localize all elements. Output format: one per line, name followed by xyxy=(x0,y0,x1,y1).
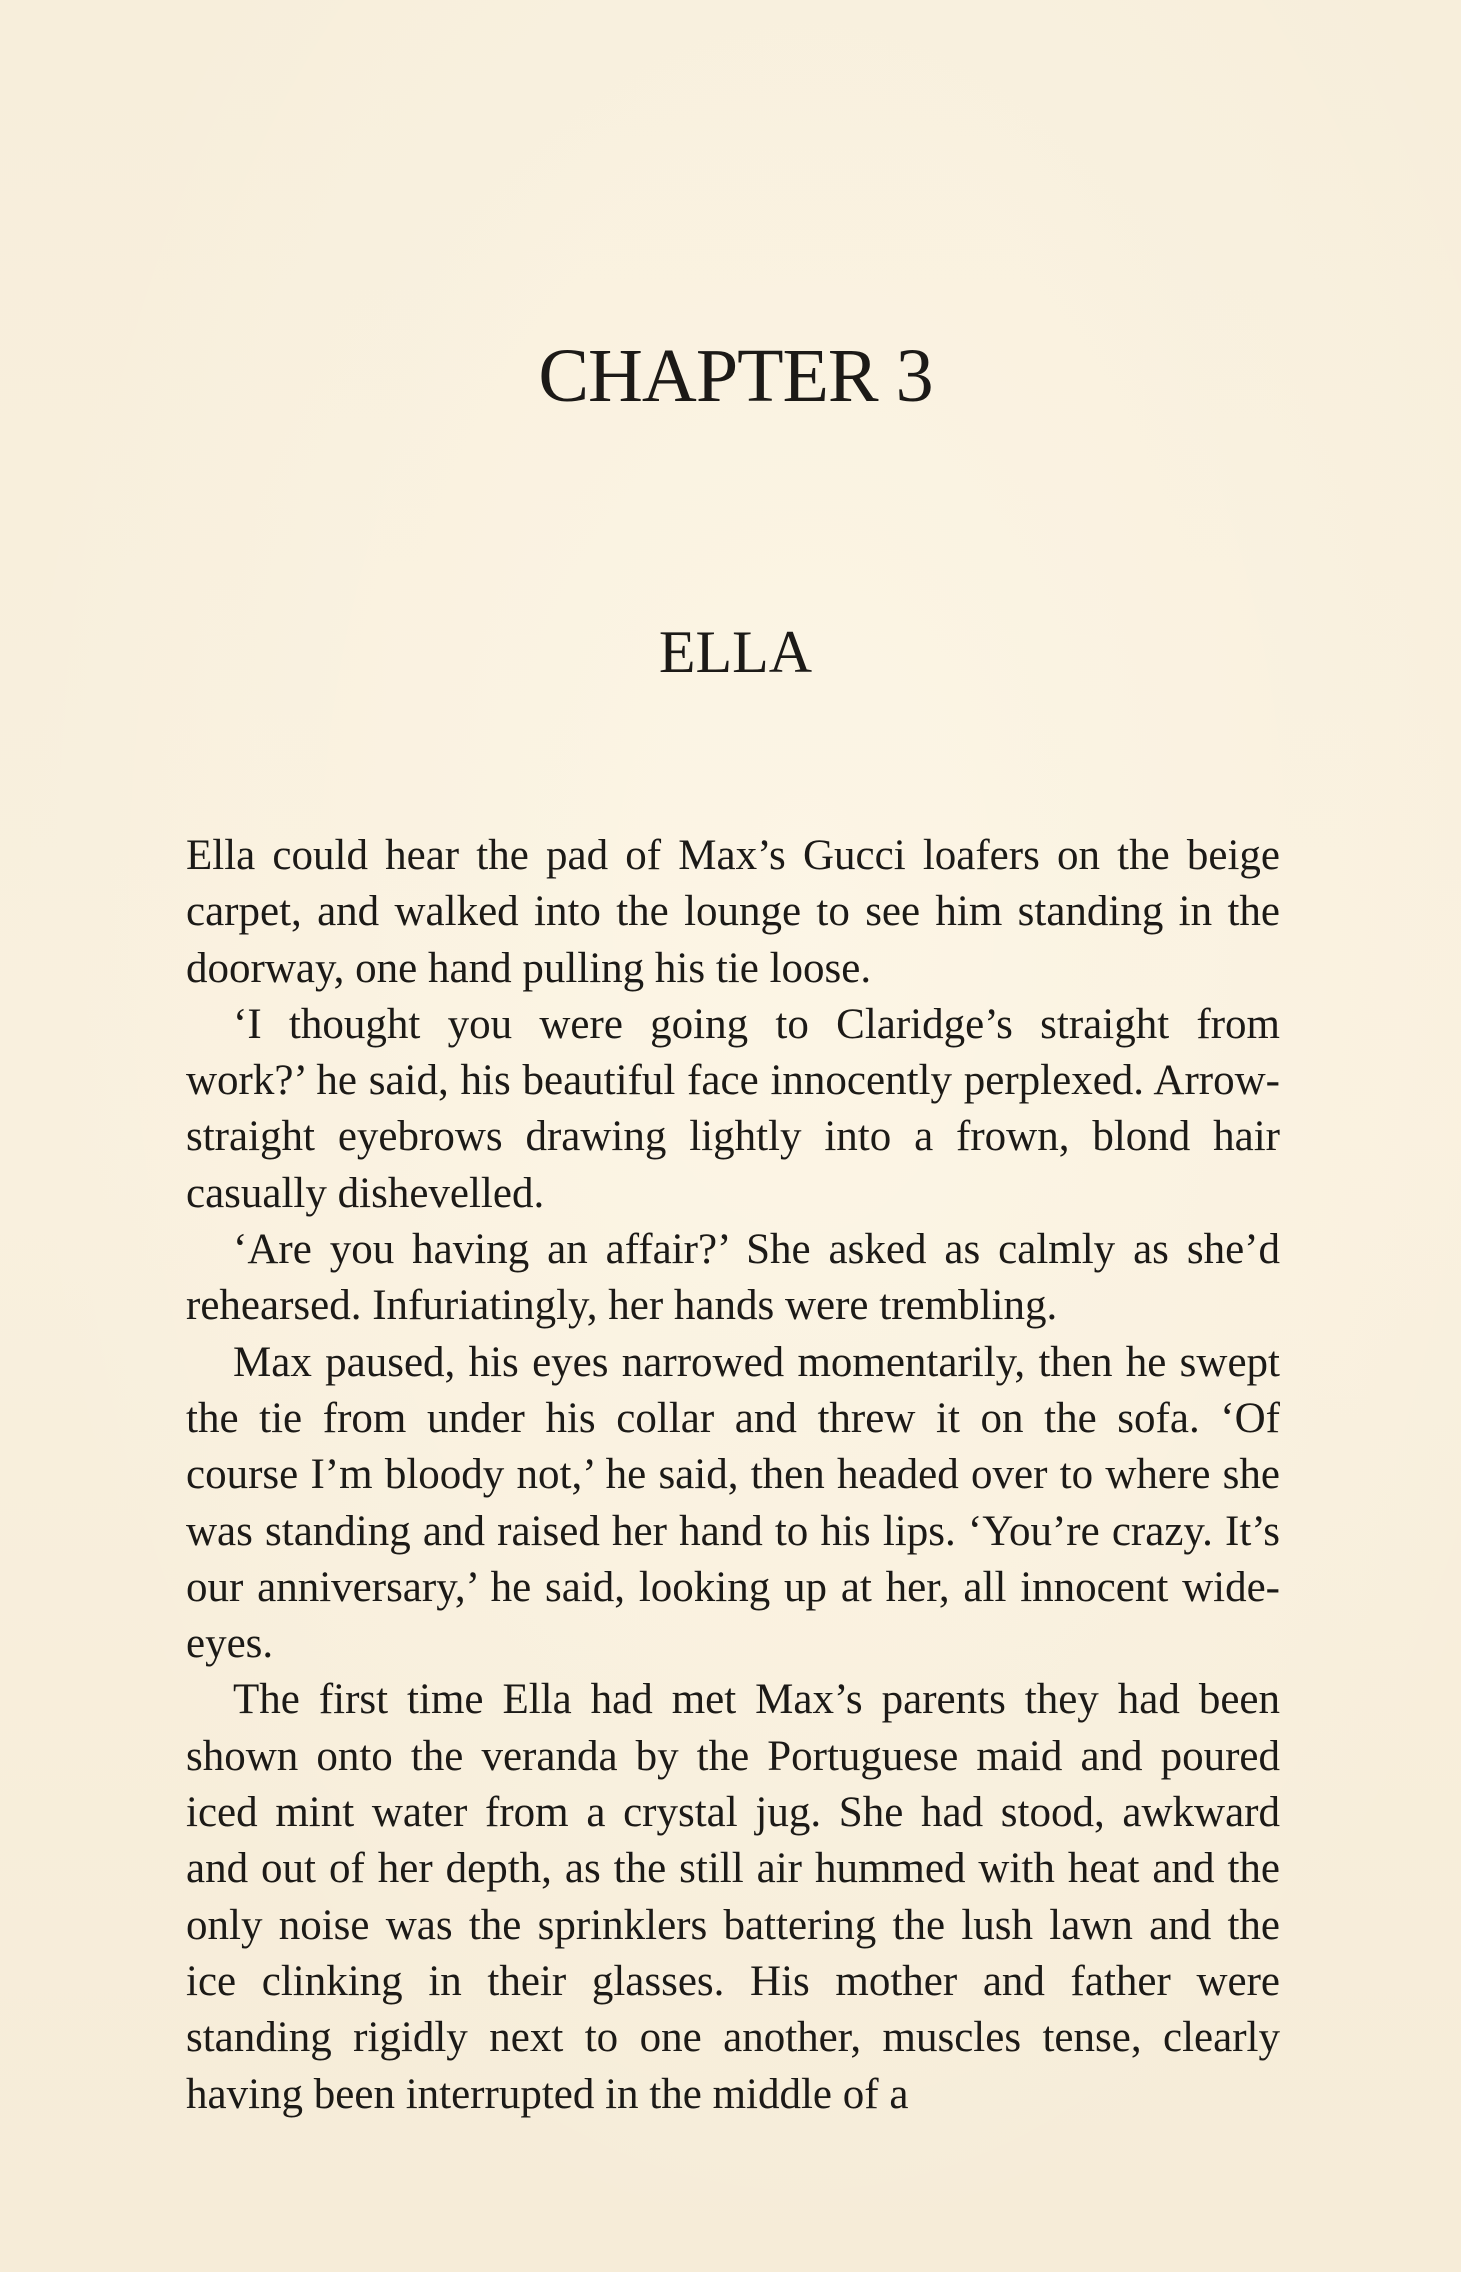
chapter-subtitle: ELLA xyxy=(658,619,813,685)
paragraph: Ella could hear the pad of Max’s Gucci loafers on the beige carpet, and walked into the lounge to see him standing in the doorway, one hand pulling his tie loose. xyxy=(186,832,1280,992)
chapter-title: CHAPTER 3 xyxy=(538,334,933,418)
paragraph: Max paused, his eyes narrowed momentarily, then he swept the tie from under his collar and threw it on the sofa. ‘Of course I’m bloody not,’ he said, then headed over to where she was standing and raised her hand to his lips. ‘You’re crazy. It’s our anniversary,’ he said, looking up at her, all innocent wide-eyes. xyxy=(186,1338,1280,1668)
paragraph: The first time Ella had met Max’s parents they had been shown onto the veranda by the Portuguese maid and poured iced mint water from a crystal jug. She had stood, awkward and out of her depth, as the still air hummed with heat and the only noise was the sprinklers battering the lush lawn and the ice clinking in their glasses. His mother and father were standing rigidly next to one another, muscles tense, clearly having been interrupted in the middle of a xyxy=(186,1676,1280,2118)
paragraph: ‘Are you having an affair?’ She asked as calmly as she’d rehearsed. Infuriatingly, her hands were trembling. xyxy=(186,1226,1280,1330)
body-text xyxy=(186,828,1280,2123)
paragraph: ‘I thought you were going to Claridge’s straight from work?’ he said, his beautiful face innocently perplexed. Arrow-straight eyebrows drawing lightly into a frown, blond hair casually dishevelled. xyxy=(186,1000,1280,1217)
